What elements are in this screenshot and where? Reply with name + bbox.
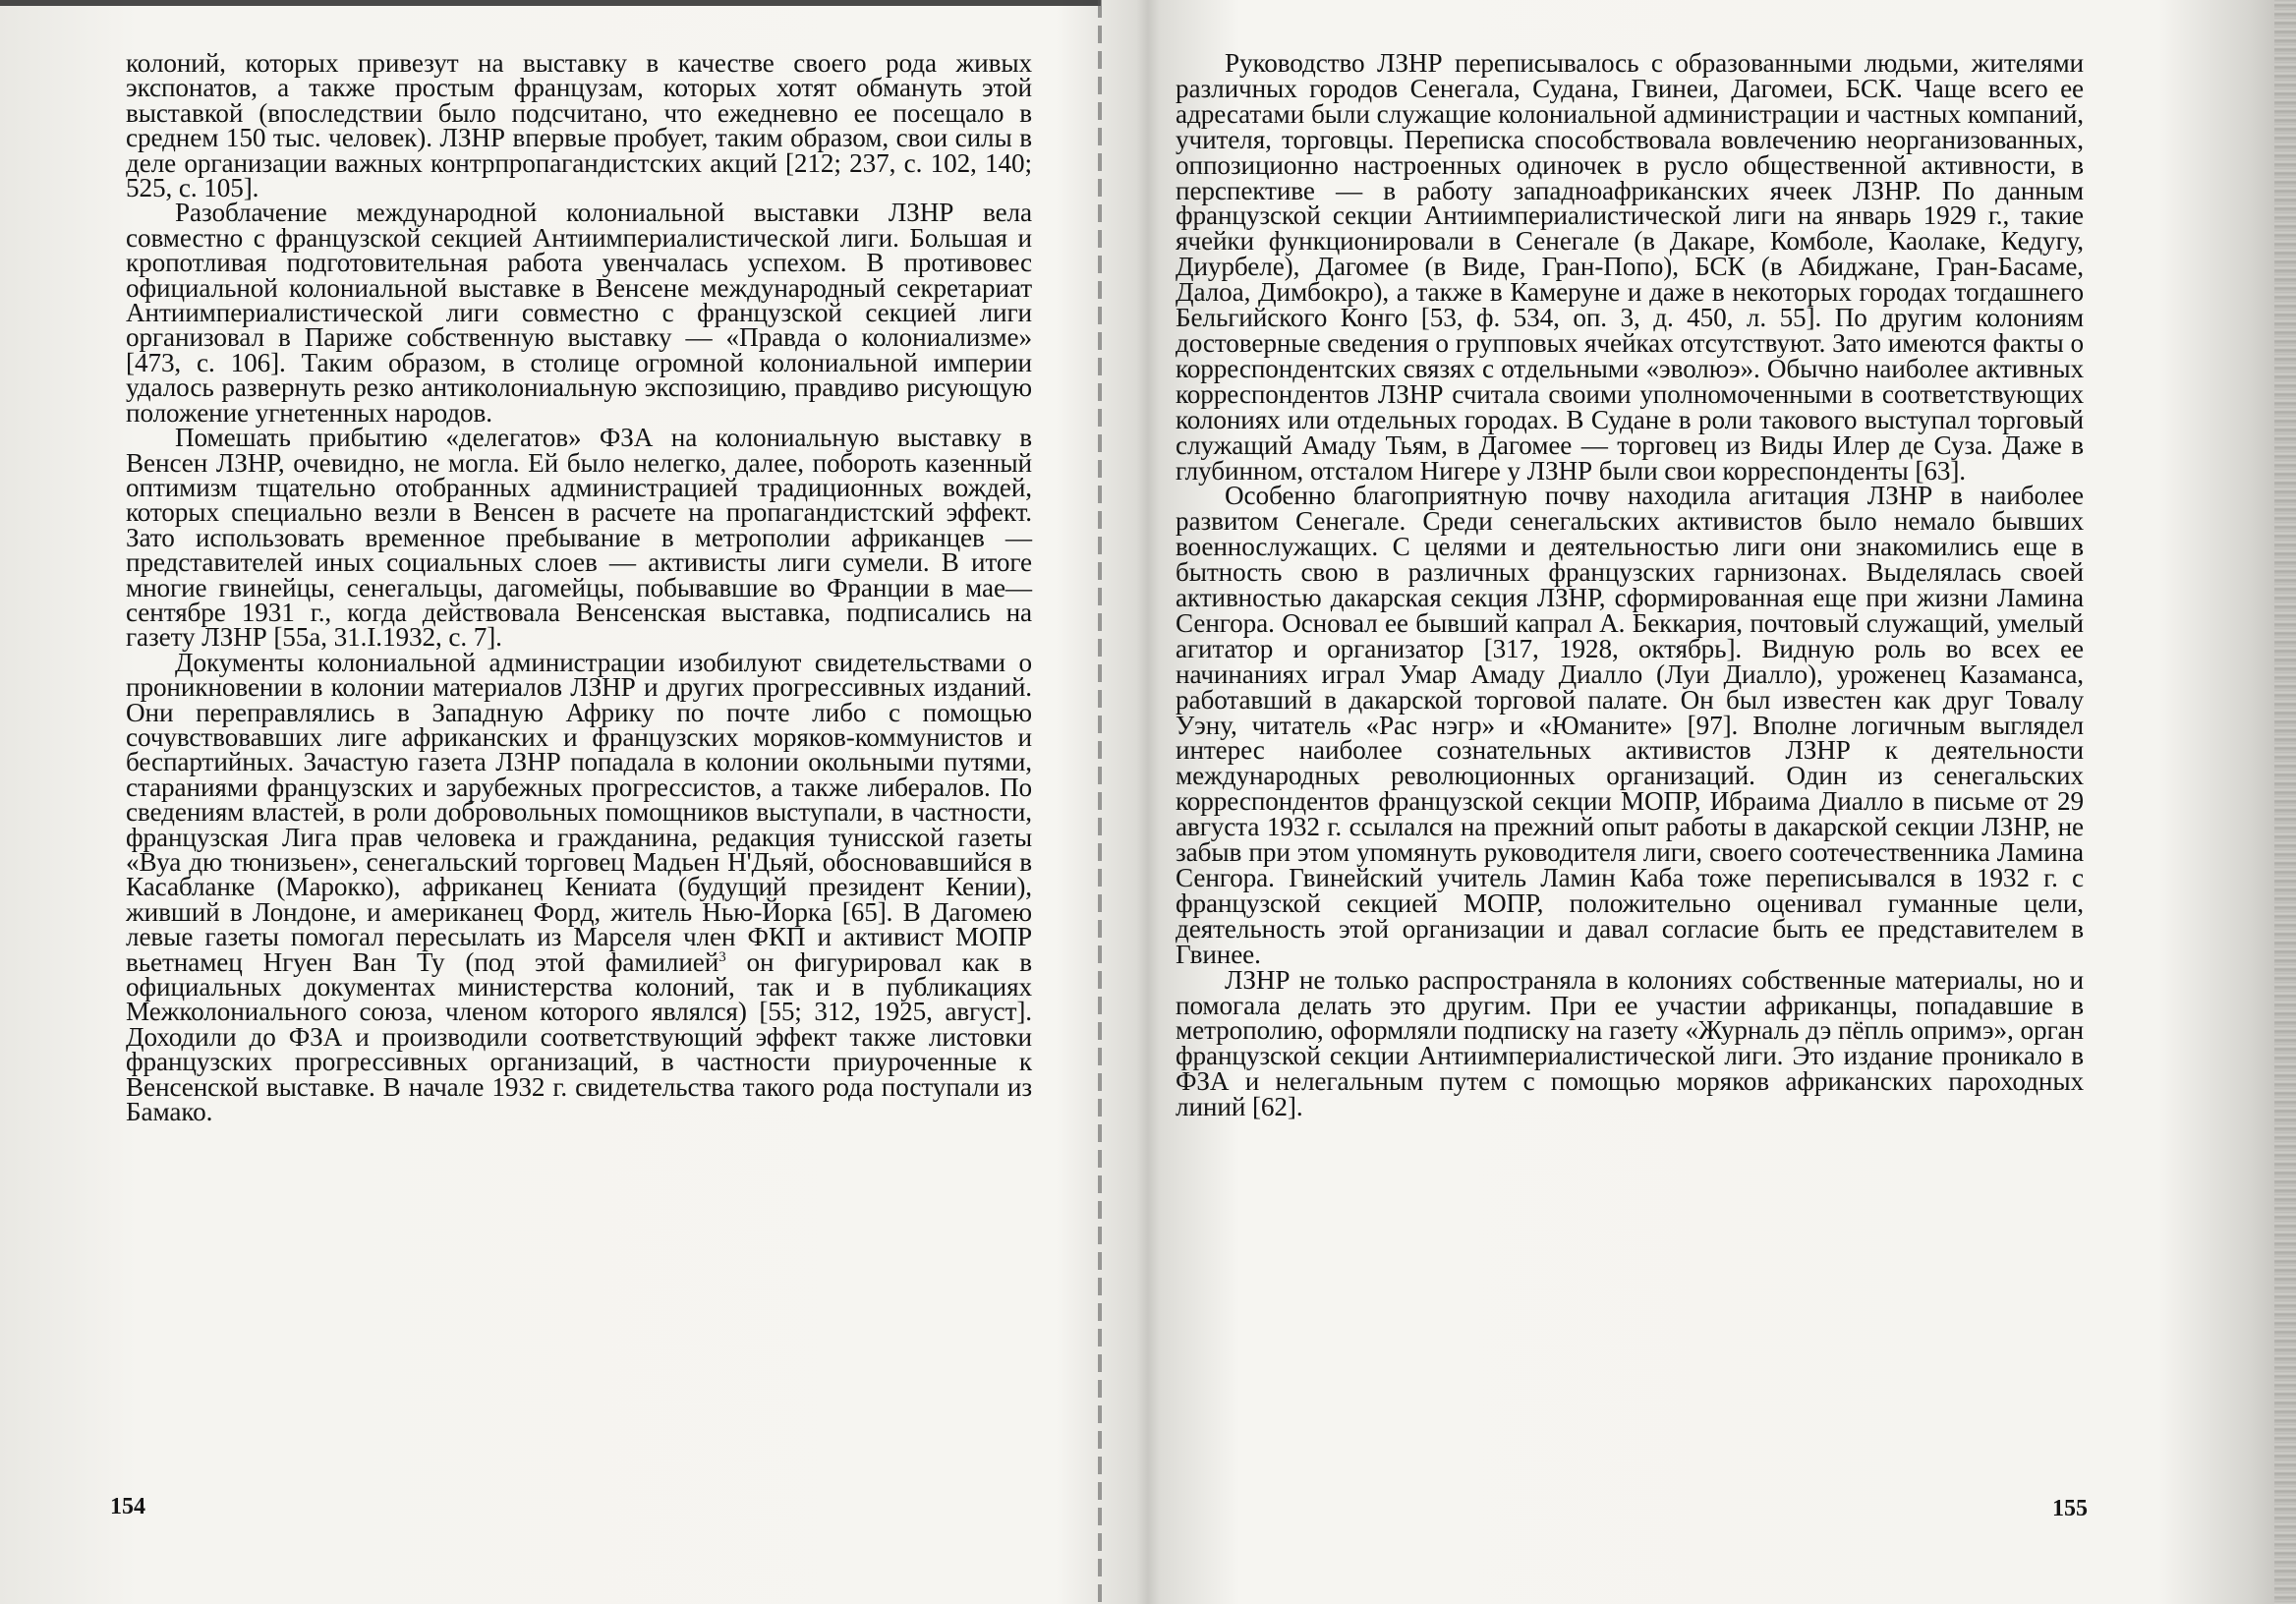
left-paragraph-4-cont: он фигурировал как в официальных документах министерства колоний, так и в публикациях Межколониального союза, членом которого являлся) [55; 312, 1925, август]. Доходили до ФЗА и производили соответствующий эффект также листовки французских прогрессивных организаций, в частности приуроченные к Венсенской выставке. В начале 1932 г. свидетельства такого рода поступали из Бамако. — [126, 946, 1032, 1127]
left-page — [126, 48, 1032, 1127]
book-gutter — [1098, 0, 1102, 1604]
right-paragraph-2: Особенно благоприятную почву находила агитация ЛЗНР в наиболее развитом Сенегале. Среди сенегальских активистов было немало бывших военнослужащих. С целями и деятельностью лиги они знакомились еще в бытность свою в различных французских гарнизонах. Выделялась своей активностью дакарская секция ЛЗНР, сформированная еще при жизни Ламина Сенгора. Основал ее бывший капрал А. Беккария, почтовый служащий, умелый агитатор и организатор [317, 1928, октябрь]. Видную роль во всех ее начинаниях играл Умар Амаду Диалло (Луи Диалло), уроженец Казаманса, работавший в дакарской торговой палате. Он был известен как друг Товалу Уэну, читатель «Рас нэгр» и «Юманите» [97]. Вполне логичным выглядел интерес наиболее сознательных активистов ЛЗНР к деятельности международных революционных организаций. Один из сенегальских корреспондентов французской секции МОПР, Ибраима Диалло в письме от 29 августа 1932 г. ссылался на прежний опыт работы в дакарской секции ЛЗНР, не забыв при этом упомянуть руководителя лиги, своего соотечественника Ламина Сенгора. Гвинейский учитель Ламин Каба тоже переписывался в 1932 г. с французской секцией МОПР, положительно оценивал гуманные цели, деятельность этой организации и давал согласие быть ее представителем в Гвинее. — [1176, 481, 2084, 969]
page-edge-shadow — [2274, 0, 2296, 1604]
scan-top-edge — [0, 0, 1101, 6]
left-paragraph-4-text: Документы колониальной администрации изобилуют свидетельствами о проникновении в колонии материалов ЛЗНР и других прогрессивных изданий. Они переправлялись в Западную Африку по почте либо с помощью сочувствовавших лиге африканских и французских моряков-коммунистов и беспартийных. Зачастую газета ЛЗНР попадала в колонии окольными путями, стараниями французских и зарубежных прогрессистов, а также либералов. По сведениям властей, в роли добровольных помощников выступали, в частности, французская Лига прав человека и гражданина, редакция тунисской газеты «Вуа дю тюнизьен», сенегальский торговец Мадьен Н'Дьяй, обосновавшийся в Касабланке (Марокко), африканец Кениата (будущий президент Кении), живший в Лондоне, и американец Форд, житель Нью-Йорка [65]. В Дагомею левые газеты помогал пересылать из Марселя член ФКП и активист МОПР вьетнамец Нгуен Ван Ту (под этой фамилией — [126, 647, 1032, 977]
right-paragraph-3: ЛЗНР не только распространяла в колониях собственные материалы, но и помогала делать это другим. При ее участии африканцы, попадавшие в метрополию, оформляли подписку на газету «Журналь дэ пёпль опримэ», орган французской секции Антиимпериалистической лиги. Это издание проникало в ФЗА и нелегальным путем с помощью моряков африканских пароходных линий [62]. — [1176, 964, 2084, 1122]
footnote-mark: 3 — [718, 948, 726, 965]
page-number-left: 154 — [110, 1494, 145, 1519]
page-number-right: 155 — [2052, 1496, 2088, 1521]
left-paragraph-3: Помешать прибытию «делегатов» ФЗА на колониальную выставку в Венсен ЛЗНР, очевидно, не могла. Ей было нелегко, далее, побороть казенный оптимизм тщательно отобранных администрацией традиционных вождей, которых специально везли в Венсен в расчете на пропагандистский эффект. Зато использовать временное пребывание в метрополии африканцев — представителей иных социальных слоев — активисты лиги сумели. В итоге многие гвинейцы, сенегальцы, дагомейцы, побывавшие во Франции в мае—сентябре 1931 г., когда действовала Венсенская выставка, подписались на газету ЛЗНР [55а, 31.I.1932, с. 7]. — [126, 423, 1032, 653]
right-page — [1176, 48, 2084, 1122]
left-paragraph-4 — [126, 647, 1032, 1127]
right-paragraph-1: Руководство ЛЗНР переписывалось с образованными людьми, жителями различных городов Сенегала, Судана, Гвинеи, Дагомеи, БСК. Чаще всего ее адресатами были служащие колониальной администрации и частных компаний, учителя, торговцы. Переписка способствовала вовлечению неорганизованных, оппозиционно настроенных одиночек в русло общественной активности, в перспективе — в работу западноафриканских ячеек ЛЗНР. По данным французской секции Антиимпериалистической лиги на январь 1929 г., такие ячейки функционировали в Сенегале (в Дакаре, Комболе, Каолаке, Кедугу, Диурбеле), Дагомее (в Виде, Гран-Попо), БСК (в Абиджане, Гран-Басаме, Далоа, Димбокро), а также в Камеруне и даже в некоторых городах тогдашнего Бельгийского Конго [53, ф. 534, оп. 3, д. 450, л. 55]. По другим колониям достоверные сведения о групповых ячейках отсутствуют. Зато имеются факты о корреспондентских связях с отдельными «эволюэ». Обычно наиболее активных корреспондентов ЛЗНР считала своими уполномоченными в соответствующих колониях или отдельных городах. В Судане в роли такового выступал торговый служащий Амаду Тьям, в Дагомее — торговец из Виды Илер де Суза. Даже в глубинном, отсталом Нигере у ЛЗНР были свои корреспонденты [63]. — [1176, 48, 2084, 486]
left-paragraph-1: колоний, которых привезут на выставку в качестве своего рода живых экспонатов, а также простым французам, которых хотят обмануть этой выставкой (впоследствии было подсчитано, что ежедневно ее посещало в среднем 150 тыс. человек). ЛЗНР впервые пробует, таким образом, свои силы в деле организации важных контрпропагандистских акций [212; 237, с. 102, 140; 525, с. 105]. — [126, 48, 1032, 203]
left-paragraph-2: Разоблачение международной колониальной выставки ЛЗНР вела совместно с французской секцией Антиимпериалистической лиги. Большая и кропотливая подготовительная работа увенчалась успехом. В противовес официальной колониальной выставке в Венсене международный секретариат Антиимпериалистической лиги совместно с французской секцией лиги организовал в Париже собственную выставку — «Правда о колониализме» [473, с. 106]. Таким образом, в столице огромной колониальной империи удалось развернуть резко антиколониальную экспозицию, правдиво рисующую положение угнетенных народов. — [126, 198, 1032, 428]
